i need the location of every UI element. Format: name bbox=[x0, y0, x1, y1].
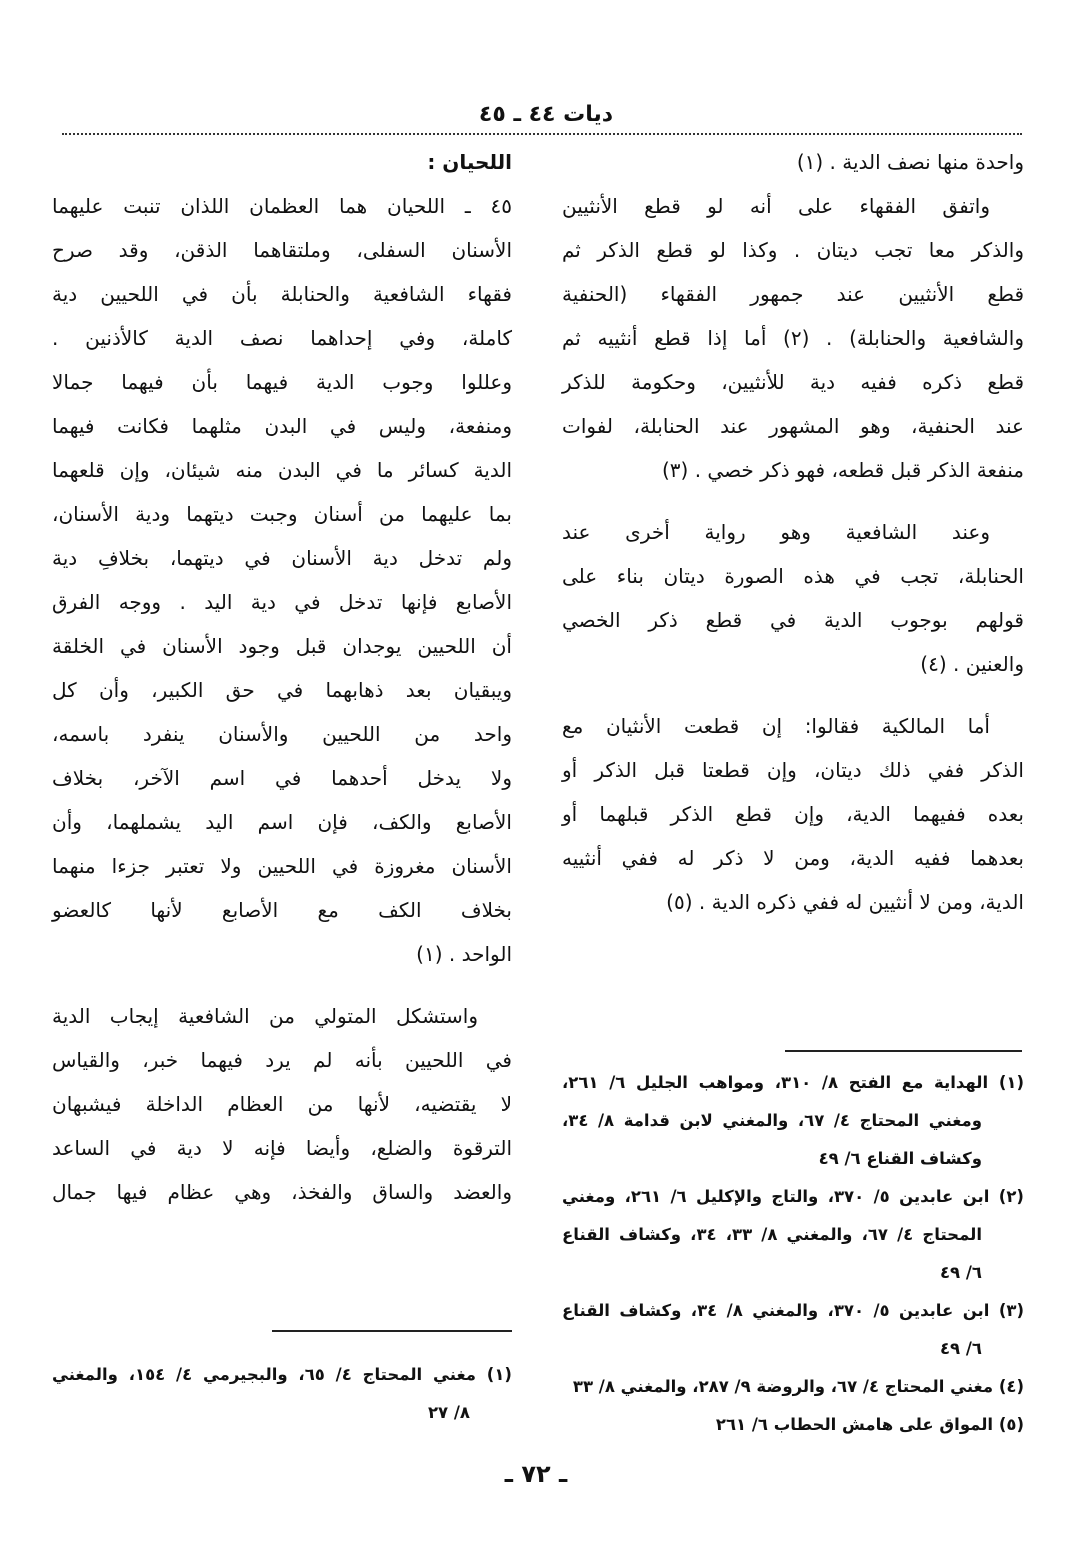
header-dotted-divider bbox=[62, 133, 1022, 135]
right-column bbox=[562, 140, 1024, 924]
footnote-line: (٤) مغني المحتاج ٤/ ٦٧، والروضة ٩/ ٢٨٧، والمغني ٨/ ٣٣ bbox=[572, 1377, 1024, 1396]
left-column bbox=[52, 140, 512, 1214]
footnote-line: (١) الهداية مع الفتح ٨/ ٣١٠، ومواهب الجليل ٦/ ٢٦١، bbox=[562, 1073, 1024, 1092]
text-line: منفعة الذكر قبل قطعه، فهو ذكر خصي . (٣) bbox=[661, 458, 1024, 482]
footnote bbox=[562, 1406, 1024, 1444]
paragraph bbox=[562, 140, 1024, 184]
text-line: فقهاء الشافعية والحنابلة بأن في اللحيين دية bbox=[52, 282, 512, 306]
paragraph bbox=[562, 510, 1024, 686]
text-line: عند الحنفية، وهو المشهور عند الحنابلة، لفوات bbox=[562, 414, 1024, 438]
text-line: الذكر ففي ذلك ديتان، وإن قطعتا قبل الذكر أو bbox=[562, 758, 1024, 782]
text-line: بخلاف الكف مع الأصابع لأنها كالعضو bbox=[52, 898, 512, 922]
text-line: الأسنان مغروزة في اللحيين ولا تعتبر جزءا منهما bbox=[52, 854, 512, 878]
footnote-divider-left bbox=[272, 1330, 512, 1332]
text-line: ولا يدخل أحدهما في اسم الآخر، بخلاف bbox=[52, 766, 512, 790]
footnote-line: المحتاج ٤/ ٦٧، والمغني ٨/ ٣٣، ٣٤، وكشاف القناع bbox=[562, 1225, 982, 1244]
footnote bbox=[52, 1356, 512, 1432]
text-line: ولم تدخل دية الأسنان في ديتهما، بخلافِ دية bbox=[52, 546, 512, 570]
text-line: لا يقتضيه، لأنها من العظام الداخلة فيشبهان bbox=[52, 1092, 512, 1116]
footnote-line: ٦/ ٤٩ bbox=[939, 1263, 982, 1282]
text-line: واستشكل المتولي من الشافعية إيجاب الدية bbox=[52, 1004, 478, 1028]
text-line: كاملة، وفي إحداهما نصف الدية كالأذنين . bbox=[52, 326, 512, 350]
footnotes-right bbox=[562, 1064, 1024, 1444]
footnote-line: (٥) المواق على هامش الحطاب ٦/ ٢٦١ bbox=[715, 1415, 1024, 1434]
footnote bbox=[562, 1292, 1024, 1368]
text-line: بما عليهما من أسنان وجبت ديتهما ودية الأسنان، bbox=[52, 502, 512, 526]
text-line: ومنفعة، وليس في البدن مثلهما فكانت فيهما bbox=[52, 414, 512, 438]
footnote-line: (١) مغني المحتاج ٤/ ٦٥، والبجيرمي ٤/ ١٥٤، والمغني bbox=[52, 1365, 512, 1384]
text-line: بعدهما ففيه الدية، ومن لا ذكر له ففي أنثييه bbox=[562, 846, 1024, 870]
running-header: ديات ٤٤ ـ ٤٥ bbox=[478, 102, 614, 127]
footnote-line: (٢) ابن عابدين ٥/ ٣٧٠، والتاج والإكليل ٦/ ٢٦١، ومغني bbox=[562, 1187, 1024, 1206]
text-line: الترقوة والضلع، وأيضا فإنه لا دية في الساعد bbox=[52, 1136, 512, 1160]
text-line: وعللوا وجوب الدية فيهما بأن فيهما جمالا bbox=[52, 370, 512, 394]
text-line: قطع ذكره ففيه دية للأنثيين، وحكومة للذكر bbox=[562, 370, 1024, 394]
text-line: أن اللحيين يوجدان قبل وجود الأسنان في الخلقة bbox=[52, 634, 512, 658]
footnote bbox=[562, 1064, 1024, 1178]
text-line: الواحد . (١) bbox=[416, 942, 512, 966]
paragraph bbox=[562, 184, 1024, 492]
text-line: الأصابع فإنها تدخل في دية اليد . ووجه الفرق bbox=[52, 590, 512, 614]
text-line: أما المالكية فقالوا: إن قطعت الأنثيان مع bbox=[562, 714, 990, 738]
footnote bbox=[562, 1368, 1024, 1406]
text-line: واحد من اللحيين والأسنان ينفرد باسمه، bbox=[52, 722, 512, 746]
text-line: واتفق الفقهاء على أنه لو قطع الأنثيين bbox=[562, 194, 990, 218]
text-line: قطع الأنثيين عند جمهور الفقهاء (الحنفية bbox=[562, 282, 1024, 306]
footnotes-left bbox=[52, 1356, 512, 1432]
text-line: الأسنان السفلى، وملتقاهما الذقن، وقد صرح bbox=[52, 238, 512, 262]
paragraph bbox=[52, 994, 512, 1214]
text-line: قولهم بوجوب الدية في قطع ذكر الخصي bbox=[562, 608, 1024, 632]
footnote-divider-right bbox=[785, 1050, 1022, 1052]
text-line: والذكر معا تجب ديتان . وكذا لو قطع الذكر ثم bbox=[562, 238, 1024, 262]
page-number: ـ ٧٢ ـ bbox=[504, 1460, 568, 1488]
footnote-line: (٣) ابن عابدين ٥/ ٣٧٠، والمغني ٨/ ٣٤، وكشاف القناع bbox=[562, 1301, 1024, 1320]
text-line: والعنين . (٤) bbox=[920, 652, 1024, 676]
footnote-line: ٨/ ٢٧ bbox=[427, 1403, 470, 1422]
text-line: واحدة منها نصف الدية . (١) bbox=[796, 150, 1024, 174]
text-line: ويبقيان بعد ذهابهما في حق الكبير، وأن كل bbox=[52, 678, 512, 702]
footnote-line: ٦/ ٤٩ bbox=[939, 1339, 982, 1358]
text-line: وعند الشافعية وهو رواية أخرى عند bbox=[562, 520, 990, 544]
footnote-line: وكشاف القناع ٦/ ٤٩ bbox=[818, 1149, 982, 1168]
text-line: في اللحيين بأنه لم يرد فيهما خبر، والقياس bbox=[52, 1048, 512, 1072]
text-line: والشافعية والحنابلة) . (٢) أما إذا قطع أنثييه ثم bbox=[562, 326, 1024, 350]
text-line: والعضد والساق والفخذ، وهي عظام فيها جمال bbox=[52, 1180, 512, 1204]
text-line: الأصابع والكف، فإن اسم اليد يشملهما، وأن bbox=[52, 810, 512, 834]
text-line: ٤٥ ـ اللحيان هما العظمان اللذان تنبت عليهما bbox=[52, 194, 512, 218]
footnote-line: ومغني المحتاج ٤/ ٦٧، والمغني لابن قدامة ٨/ ٣٤، bbox=[562, 1111, 982, 1130]
section-heading: اللحيان : bbox=[427, 150, 512, 174]
footnote bbox=[562, 1178, 1024, 1292]
text-line: الدية كسائر ما في البدن منه شيئان، وإن قلعهما bbox=[52, 458, 512, 482]
paragraph bbox=[52, 184, 512, 976]
paragraph bbox=[562, 704, 1024, 924]
text-line: الدية، ومن لا أنثيين له ففي ذكره الدية . (٥) bbox=[666, 890, 1024, 914]
text-line: الحنابلة، تجب في هذه الصورة ديتان بناء على bbox=[562, 564, 1024, 588]
text-line: بعده ففيهما الدية، وإن قطع الذكر قبلهما أو bbox=[562, 802, 1024, 826]
